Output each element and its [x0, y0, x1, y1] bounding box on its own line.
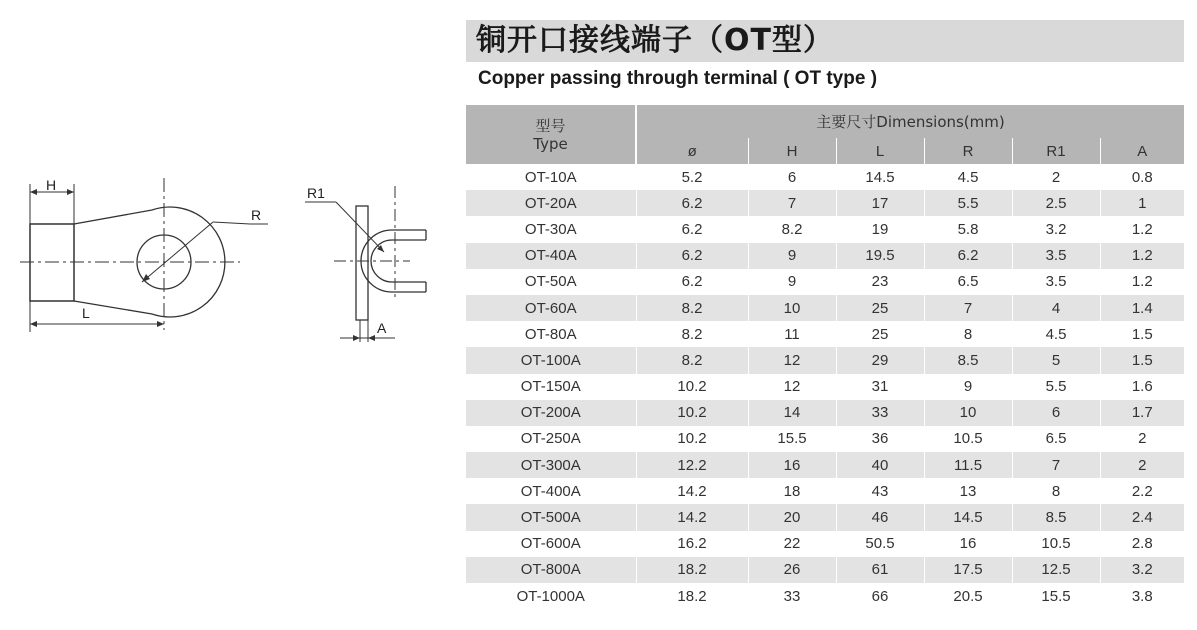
cell-l: 23: [836, 269, 924, 295]
table-body: [466, 164, 1184, 609]
cell-r1: 3.2: [1012, 216, 1100, 242]
cell-diameter: 8.2: [636, 347, 748, 373]
cell-r1: 10.5: [1012, 531, 1100, 557]
page-title: 铜开口接线端子（OT型）: [466, 20, 1184, 62]
table-row: [466, 190, 1184, 216]
cell-h: 9: [748, 243, 836, 269]
column-header-a: A: [1100, 138, 1184, 164]
cell-a: 1.5: [1100, 347, 1184, 373]
table-row: [466, 504, 1184, 530]
cell-l: 43: [836, 478, 924, 504]
cell-r: 4.5: [924, 164, 1012, 190]
cell-h: 18: [748, 478, 836, 504]
cell-l: 50.5: [836, 531, 924, 557]
cell-a: 1.7: [1100, 400, 1184, 426]
cell-l: 31: [836, 374, 924, 400]
table-row: [466, 583, 1184, 609]
cell-r: 17.5: [924, 557, 1012, 583]
page-subtitle: Copper passing through terminal ( OT type ): [478, 68, 878, 89]
cell-r: 10: [924, 400, 1012, 426]
table-row: [466, 531, 1184, 557]
table-row: [466, 243, 1184, 269]
cell-type: OT-600A: [466, 531, 636, 557]
cell-r: 11.5: [924, 452, 1012, 478]
cell-diameter: 14.2: [636, 478, 748, 504]
cell-l: 66: [836, 583, 924, 609]
cell-diameter: 10.2: [636, 426, 748, 452]
cell-h: 9: [748, 269, 836, 295]
table-row: [466, 426, 1184, 452]
column-header-h: H: [748, 138, 836, 164]
cell-h: 6: [748, 164, 836, 190]
type-column-header: [466, 105, 636, 164]
column-header-l: L: [836, 138, 924, 164]
table-header-row: [466, 105, 1184, 138]
cell-type: OT-60A: [466, 295, 636, 321]
cell-type: OT-300A: [466, 452, 636, 478]
cell-diameter: 18.2: [636, 583, 748, 609]
cell-a: 3.2: [1100, 557, 1184, 583]
cell-type: OT-10A: [466, 164, 636, 190]
cell-a: 1.6: [1100, 374, 1184, 400]
cell-r1: 6.5: [1012, 426, 1100, 452]
cell-r: 5.8: [924, 216, 1012, 242]
cell-a: 0.8: [1100, 164, 1184, 190]
cell-h: 10: [748, 295, 836, 321]
side-view-drawing: [305, 186, 426, 342]
cell-diameter: 8.2: [636, 321, 748, 347]
table-row: [466, 347, 1184, 373]
cell-h: 8.2: [748, 216, 836, 242]
cell-type: OT-1000A: [466, 583, 636, 609]
dimensions-group-header: 主要尺寸Dimensions(mm): [636, 105, 1184, 138]
cell-r1: 7: [1012, 452, 1100, 478]
table-row: [466, 557, 1184, 583]
cell-r: 8.5: [924, 347, 1012, 373]
cell-l: 61: [836, 557, 924, 583]
cell-h: 7: [748, 190, 836, 216]
cell-diameter: 14.2: [636, 504, 748, 530]
column-header-r: R: [924, 138, 1012, 164]
cell-diameter: 5.2: [636, 164, 748, 190]
table-row: [466, 295, 1184, 321]
terminal-technical-drawings: [0, 0, 460, 630]
cell-r: 9: [924, 374, 1012, 400]
cell-type: OT-200A: [466, 400, 636, 426]
cell-r: 14.5: [924, 504, 1012, 530]
cell-type: OT-100A: [466, 347, 636, 373]
r-dimension-label: R: [251, 207, 262, 223]
cell-a: 1: [1100, 190, 1184, 216]
cell-type: OT-800A: [466, 557, 636, 583]
cell-r: 6.5: [924, 269, 1012, 295]
cell-a: 2: [1100, 426, 1184, 452]
cell-diameter: 18.2: [636, 557, 748, 583]
table-row: [466, 400, 1184, 426]
table-row: [466, 452, 1184, 478]
h-dimension-label: H: [46, 177, 57, 193]
cell-diameter: 6.2: [636, 269, 748, 295]
cell-l: 19.5: [836, 243, 924, 269]
table-row: [466, 321, 1184, 347]
cell-h: 14: [748, 400, 836, 426]
cell-r: 13: [924, 478, 1012, 504]
cell-diameter: 6.2: [636, 216, 748, 242]
cell-r1: 3.5: [1012, 243, 1100, 269]
cell-diameter: 8.2: [636, 295, 748, 321]
cell-r1: 5: [1012, 347, 1100, 373]
table-row: [466, 269, 1184, 295]
cell-a: 2: [1100, 452, 1184, 478]
cell-r1: 6: [1012, 400, 1100, 426]
cell-type: OT-80A: [466, 321, 636, 347]
cell-a: 1.5: [1100, 321, 1184, 347]
cell-diameter: 6.2: [636, 190, 748, 216]
cell-type: OT-250A: [466, 426, 636, 452]
cell-l: 29: [836, 347, 924, 373]
a-dimension-label: A: [377, 320, 387, 336]
cell-h: 12: [748, 347, 836, 373]
cell-a: 1.4: [1100, 295, 1184, 321]
cell-type: OT-30A: [466, 216, 636, 242]
column-header-diameter: ø: [636, 138, 748, 164]
cell-h: 20: [748, 504, 836, 530]
cell-h: 33: [748, 583, 836, 609]
cell-type: OT-400A: [466, 478, 636, 504]
cell-a: 2.4: [1100, 504, 1184, 530]
cell-r: 16: [924, 531, 1012, 557]
cell-r: 8: [924, 321, 1012, 347]
cell-type: OT-50A: [466, 269, 636, 295]
cell-a: 2.8: [1100, 531, 1184, 557]
cell-diameter: 10.2: [636, 400, 748, 426]
cell-type: OT-20A: [466, 190, 636, 216]
cell-type: OT-40A: [466, 243, 636, 269]
cell-r1: 12.5: [1012, 557, 1100, 583]
cell-r1: 15.5: [1012, 583, 1100, 609]
cell-h: 26: [748, 557, 836, 583]
table-row: [466, 164, 1184, 190]
cell-type: OT-500A: [466, 504, 636, 530]
table-row: [466, 374, 1184, 400]
cell-h: 22: [748, 531, 836, 557]
cell-r: 7: [924, 295, 1012, 321]
cell-r1: 8: [1012, 478, 1100, 504]
r1-dimension-label: R1: [307, 185, 325, 201]
cell-h: 12: [748, 374, 836, 400]
cell-r: 6.2: [924, 243, 1012, 269]
cell-r1: 3.5: [1012, 269, 1100, 295]
cell-l: 14.5: [836, 164, 924, 190]
l-dimension-label: L: [82, 305, 90, 321]
cell-a: 1.2: [1100, 243, 1184, 269]
cell-diameter: 16.2: [636, 531, 748, 557]
cell-diameter: 10.2: [636, 374, 748, 400]
cell-r: 5.5: [924, 190, 1012, 216]
cell-l: 33: [836, 400, 924, 426]
cell-type: OT-150A: [466, 374, 636, 400]
cell-a: 1.2: [1100, 216, 1184, 242]
cell-a: 2.2: [1100, 478, 1184, 504]
type-header-en: Type: [533, 134, 568, 153]
column-header-r1: R1: [1012, 138, 1100, 164]
cell-a: 3.8: [1100, 583, 1184, 609]
cell-l: 17: [836, 190, 924, 216]
cell-r: 20.5: [924, 583, 1012, 609]
cell-l: 36: [836, 426, 924, 452]
cell-l: 40: [836, 452, 924, 478]
cell-h: 16: [748, 452, 836, 478]
cell-r1: 2.5: [1012, 190, 1100, 216]
type-header-cn: 型号: [535, 116, 566, 135]
cell-r1: 8.5: [1012, 504, 1100, 530]
cell-l: 19: [836, 216, 924, 242]
cell-l: 25: [836, 321, 924, 347]
table-row: [466, 478, 1184, 504]
cell-r1: 5.5: [1012, 374, 1100, 400]
cell-a: 1.2: [1100, 269, 1184, 295]
cell-l: 25: [836, 295, 924, 321]
cell-diameter: 6.2: [636, 243, 748, 269]
cell-h: 15.5: [748, 426, 836, 452]
cell-r1: 4: [1012, 295, 1100, 321]
table-row: [466, 216, 1184, 242]
cell-r1: 4.5: [1012, 321, 1100, 347]
top-view-drawing: [20, 178, 268, 332]
cell-diameter: 12.2: [636, 452, 748, 478]
dimensions-table: [466, 105, 1184, 609]
cell-r1: 2: [1012, 164, 1100, 190]
cell-h: 11: [748, 321, 836, 347]
cell-r: 10.5: [924, 426, 1012, 452]
cell-l: 46: [836, 504, 924, 530]
